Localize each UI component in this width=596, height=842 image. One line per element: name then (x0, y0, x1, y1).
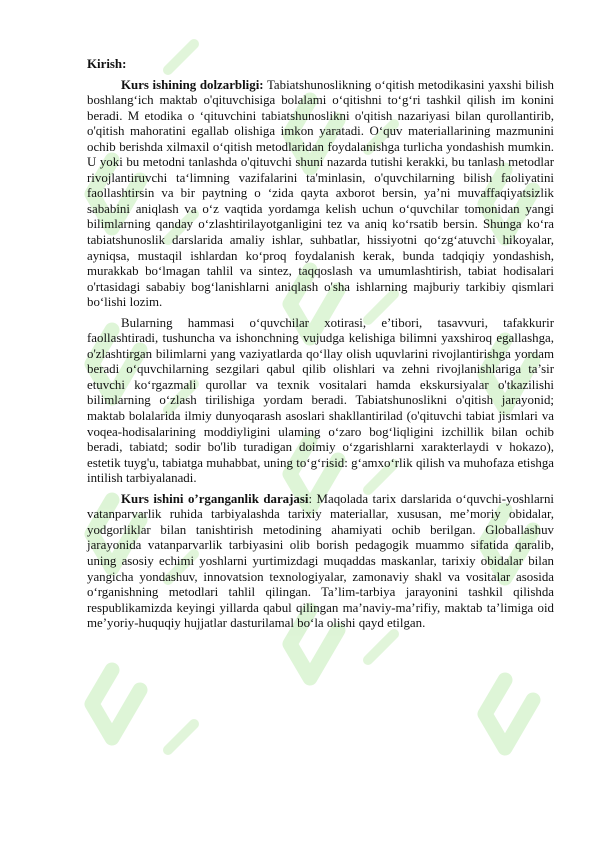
paragraph-relevance (87, 78, 554, 311)
watermark-mark (92, 670, 140, 738)
watermark-mark (485, 680, 533, 748)
watermark-stroke (168, 724, 194, 750)
paragraph-text: : Maqolada tarix darslarida o‘quvchi-yoshlarni vatanparvarlik ruhida tarbiyalashda tarixiy materiallar, xususan, me’moriy obidalar, yodgorliklar bilan tanishtirish metodining ahamiyati ochib berilgan. Globallashuv jarayonida vatanparvarlik tarbiyasini olib borish pedagogik muammo sifatida qaralib, uning asosiy echimi yoshlarni yurtimizdagi muqaddas maskanlar, tarixiy obidalar bilan yangicha yondashuv, innovatsion texnologiyalar, zamonaviy shakl va vositalar asosida o‘rganishning metodlari tahlil qilingan. Ta’lim-tarbiya jarayonini tashkil qilishda respublikamizda keyingi yillarda qabul qilingan ma’naviy-ma’rifiy, maktab ta’limiga oid me’yoriy-huquqiy hujjatlar dasturilamal bo‘la olishi qayd etilgan. (87, 491, 554, 631)
paragraph-text: Bularning hammasi o‘quvchilar xotirasi, e’tibori, tasavvuri, tafakkurir faollashtiradi, tushuncha va ishonchning vujudga kelishiga bilimni yaxshiroq egallashga, o'zlashtirgan bilimlarni yang vaziyatlarda qo‘llay olish uquvlarini rivojlantirishga yordam beradi o‘quvchilarning sezgilari qabul qilib olishlari va zehni rivojlanishlariga ta’sir etuvchi ko‘rgazmali qurollar va texnik vositalari hamda ekskursiyalar o'tkazilishi bilimlarning o‘zlash tirilishiga yordam beradi. Tabiatshunoslikni o'qitish jarayonid; maktab bolalarida ilmiy dunyoqarash asoslari shakllantirilad (o'qituvchi tabiat jismlari va voqea-hodisalarining moddiyligini ulaming o‘zaro bog‘liqligini izchillik bilan ochib beradi, tabiatd; sodir bo'lib turadigan doimiy o‘zgarishlarni xarakterlaydi v hokazo), estetik tuyg'u, tabiatga muhabbat, uning to‘g‘risid: g‘amxo‘rlik qilish va muhofaza etishga intilish tarbiyalanadi. (87, 315, 554, 486)
watermark-stroke (368, 634, 394, 660)
paragraph-lead: Kurs ishini o’rganganlik darajasi (121, 491, 309, 506)
document-page (87, 57, 554, 637)
paragraph-lead: Kurs ishining dolzarbligi: (121, 77, 264, 92)
section-heading: Kirish: (87, 57, 127, 71)
paragraph-text: Tabiatshunoslikning o‘qitish metodikasini yaxshi bilish boshlang‘ich maktab o'qituvchisiga bolalami o‘qitishni to‘g‘ri tashkil qilish im konini beradi. M etodika o ‘qituvchini tabiatshunoslikni o'qitish nazariyasi bilan qurollantirib, o'qitish mahoratini egallab olishiga imkon yaratadi. O‘quv materiallarining mazmunini ochib berishda xilmaxil o‘qitish metodlaridan foydalanishga turlicha yondashish mumkin. U yoki bu metodni tanlashda o'qituvchi shuni nazarda tutishi kerakki, bu tanlash metodlar rivojlantiruvchi ta‘limning vazifalarini ta'minlasin, o'quvchilarning bilish faoliyatini faollashtirsin va bir paytning o ‘zida qayta axborot bersin, ya’ni muvaffaqiyatsizlik sababini aniqlash va o‘z vaqtida yordamga kelish uchun o‘quvchilar tomonidan yangi bilimlarning qanday o‘zlashtirilayotganligini tez va aniq ko‘rsatib bersin. Shunga ko‘ra tabiatshunoslik darslarida amaliy ishlar, suhbatlar, hissiyotni qo‘zg‘atuvchi hikoyalar, ayniqsa, mustaqil ishlardan ko‘proq foydalanish kerak, bunda tadqiqiy yondashish, murakkab bo‘lmagan tahlil va sintez, taqqoslash va umumlashtirish, tabiat hodisalari o'rtasidagi sababiy bog‘lanishlarni aniqlash o'sha ishlarning majburiy tarkibiy qismlari bo‘lishi lozim. (87, 77, 554, 310)
paragraph-study-level (87, 492, 554, 632)
paragraph-summary (87, 316, 554, 487)
